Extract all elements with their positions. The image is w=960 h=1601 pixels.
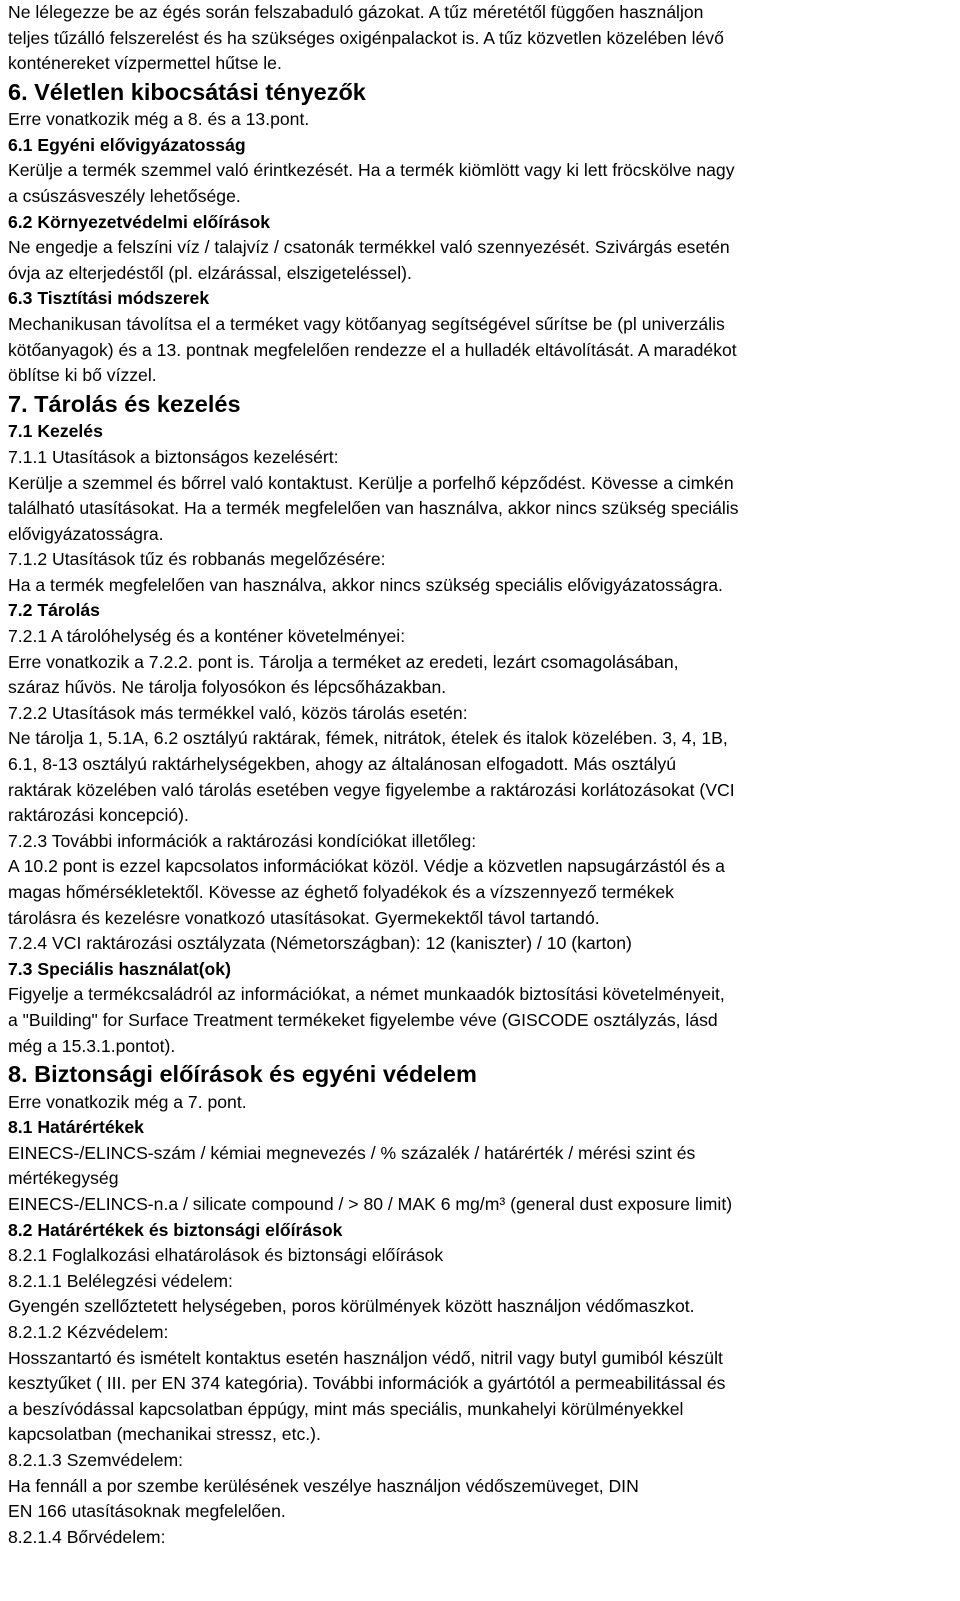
subsection-8-2-text: 8.2.1 Foglalkozási elhatárolások és biztonsági előírások 8.2.1.1 Belélegzési védelem: Gyengén szellőztetett helységeben, poros körülmények között használjon védőmaszkot. 8.2.1.2 Kézvédelem: Hosszantartó és ismételt kontaktus esetén használjon védő, nitril vagy butyl gumiból készült kesztyűket ( III. per EN 374 kategória). További információk a gyártótól a permeabilitással és a beszívódással kapcsolatban éppúgy, mint más speciális, munkahelyi körülményekkel kapcsolatban (mechanikai stressz, etc.). 8.2.1.3 Szemvédelem: Ha fennáll a por szembe kerülésének veszélye használjon védőszemüveget, DIN EN 166 utasításoknak megfelelően. 8.2.1.4 Bőrvédelem: — [8, 1245, 726, 1547]
subsection-6-3-heading: 6.3 Tisztítási módszerek — [8, 288, 210, 309]
subsection-6-3-text: Mechanikusan távolítsa el a terméket vagy kötőanyag segítségével sűrítse be (pl univerzális kötőanyagok) és a 13. pontnak megfelelően rendezze el a hulladék eltávolítását. A maradékot öblítse ki bő vízzel. — [8, 314, 737, 386]
subsection-7-2-text: 7.2.1 A tárolóhelység és a konténer követelményei: Erre vonatkozik a 7.2.2. pont is. Tárolja a terméket az eredeti, lezárt csomagolásában, száraz hűvös. Ne tárolja folyosókon és lépcsőházakban. 7.2.2 Utasítások más termékkel való, közös tárolás esetén: Ne tárolja 1, 5.1A, 6.2 osztályú raktárak, fémek, nitrátok, ételek és italok közelében. 3, 4, 1B, 6.1, 8-13 osztályú raktárhelységekben, ahogy az általánosan elfogadott. Más osztályú raktárak közelében való tárolás esetében vegye figyelembe a raktározási korlátozásokat (VCI raktározási koncepció). 7.2.3 További információk a raktározási kondíciókat illetőleg: A 10.2 pont is ezzel kapcsolatos információkat közöl. Védje a közvetlen napsugárzástól és a magas hőmérsékletektől. Kövesse az éghető folyadékok és a vízszennyező termékek tárolásra és kezelésre vonatkozó utasításokat. Gyermekektől távol tartandó. 7.2.4 VCI raktározási osztályzata (Németországban): 12 (kaniszter) / 10 (karton) — [8, 626, 735, 954]
section-6-intro: Erre vonatkozik még a 8. és a 13.pont. — [8, 109, 310, 130]
subsection-8-2-heading: 8.2 Határértékek és biztonsági előírások — [8, 1219, 343, 1240]
subsection-7-1-text: 7.1.1 Utasítások a biztonságos kezelésért: Kerülje a szemmel és bőrrel való kontaktust. Kerülje a porfelhő képződést. Kövesse a cimkén található utasításokat. Ha a termék megfelelően van használva, akkor nincs szükség speciális elővigyázatosságra. 7.1.2 Utasítások tűz és robbanás megelőzésére: Ha a termék megfelelően van használva, akkor nincs szükség speciális elővigyázatosságra. — [8, 446, 739, 595]
section-8-intro: Erre vonatkozik még a 7. pont. — [8, 1091, 247, 1112]
subsection-7-3-text: Figyelje a termékcsaládról az információkat, a német munkaadók biztosítási követelményeit, a "Building" for Surface Treatment termékeket figyelembe véve (GISCODE osztályzás, lásd még a 15.3.1.pontot). — [8, 984, 725, 1056]
section-8-heading: 8. Biztonsági előírások és egyéni védelem — [8, 1061, 477, 1088]
subsection-6-1-text: Kerülje a termék szemmel való érintkezését. Ha a termék kiömlött vagy ki lett fröcskölve nagy a csúszásveszély lehetősége. — [8, 160, 735, 207]
subsection-6-2-text: Ne engedje a felszíni víz / talajvíz / csatonák termékkel való szennyezését. Szivárgás esetén óvja az elterjedéstől (pl. elzárással, elszigeteléssel). — [8, 237, 730, 283]
subsection-6-2-heading: 6.2 Környezetvédelmi előírások — [8, 211, 271, 232]
subsection-7-3-heading: 7.3 Speciális használat(ok) — [8, 958, 231, 979]
subsection-8-1-heading: 8.1 Határértékek — [8, 1117, 144, 1138]
section-6-heading: 6. Véletlen kibocsátási tényezők — [8, 78, 366, 105]
subsection-8-1-text: EINECS-/ELINCS-szám / kémiai megnevezés / % százalék / határérték / mérési szint és mértékegység EINECS-/ELINCS-n.a / silicate compound / > 80 / MAK 6 mg/m³ (general dust exposure limit) — [8, 1142, 733, 1215]
fire-fighting-paragraph: Ne lélegezze be az égés során felszabaduló gázokat. A tűz méretétől függően használjon teljes tűzálló felszerelést és ha szükséges oxigénpalackot is. A tűz közvetlen közelében lévő konténereket vízpermettel hűtse le. — [8, 2, 724, 74]
subsection-7-2-heading: 7.2 Tárolás — [8, 600, 100, 621]
section-7-heading: 7. Tárolás és kezelés — [8, 390, 241, 417]
subsection-6-1-heading: 6.1 Egyéni elővigyázatosság — [8, 134, 246, 155]
subsection-7-1-heading: 7.1 Kezelés — [8, 421, 103, 442]
